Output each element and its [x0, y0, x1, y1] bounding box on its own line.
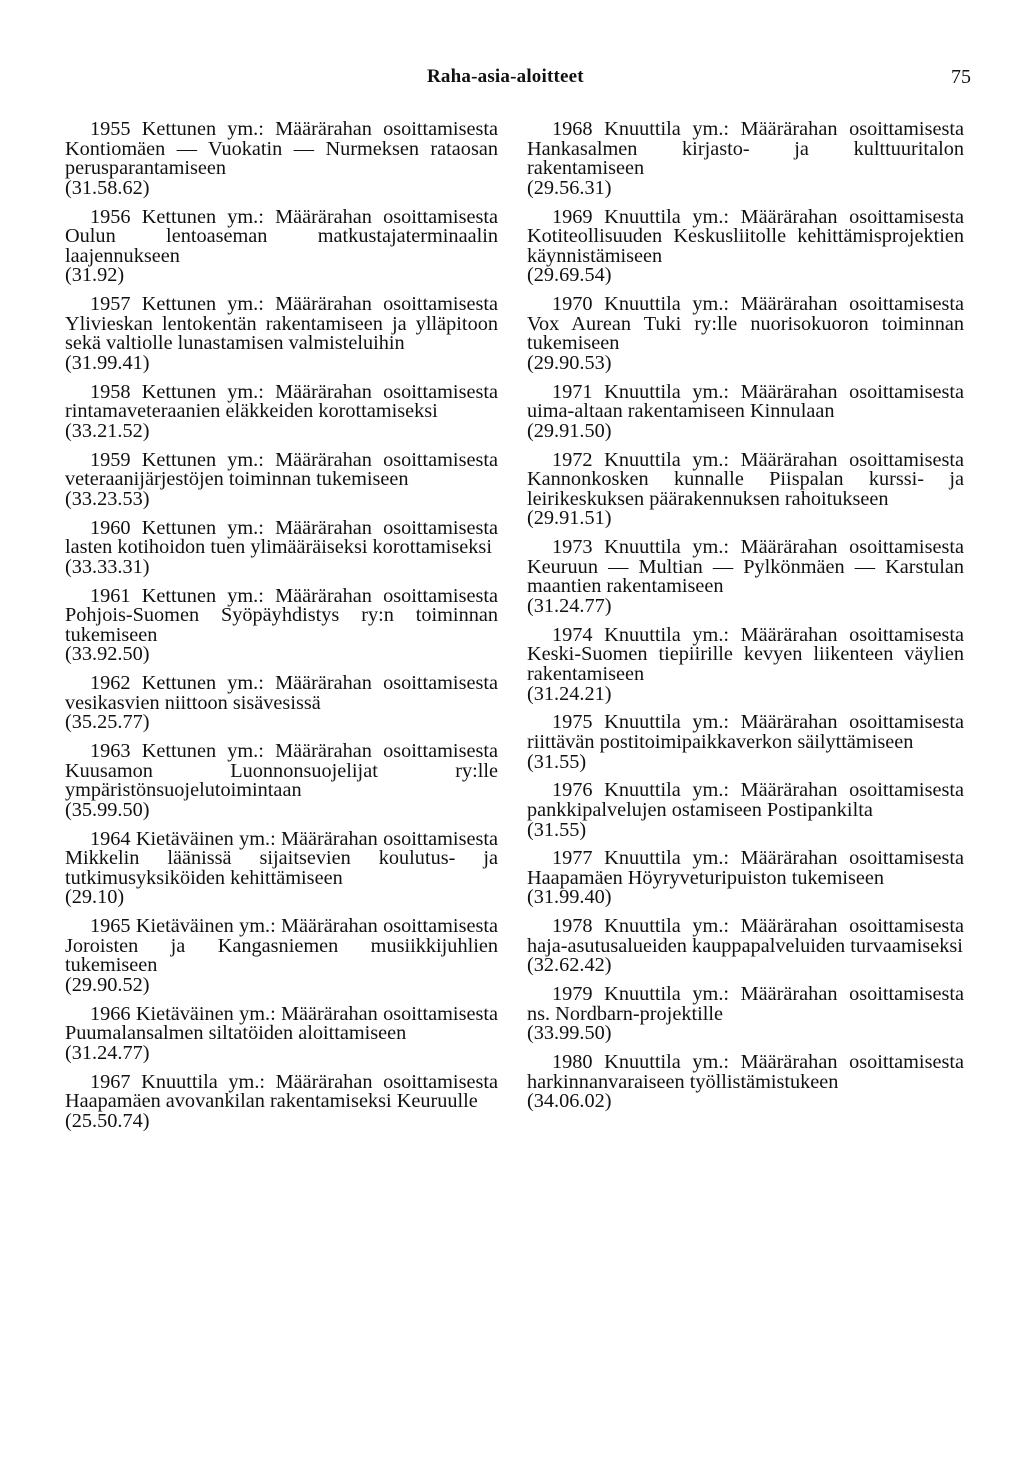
initiative-entry: [527, 781, 964, 840]
initiative-text: 1966 Kietäväinen ym.: Määrärahan osoittamisesta Puumalansalmen siltatöiden aloittamiseen: [65, 1002, 498, 1045]
budget-reference: (31.24.21): [527, 682, 612, 705]
initiative-text: 1961 Kettunen ym.: Määrärahan osoittamisesta Pohjois-Suomen Syöpäyhdistys ry:n toiminnan tukemiseen: [65, 584, 498, 646]
budget-reference: (31.55): [527, 750, 587, 773]
initiative-entry: [527, 985, 964, 1044]
initiative-entry: [527, 120, 964, 198]
budget-reference: (31.24.77): [65, 1042, 150, 1064]
initiative-entry: [527, 917, 964, 976]
initiative-entry: [527, 713, 964, 772]
initiative-text: 1959 Kettunen ym.: Määrärahan osoittamisesta veteraanijärjestöjen toiminnan tukemiseen: [65, 448, 498, 491]
budget-reference: (31.92): [65, 264, 125, 287]
initiative-text: 1967 Knuuttila ym.: Määrärahan osoittamisesta Haapamäen avovankilan rakentamiseksi Keuruulle: [65, 1070, 498, 1113]
initiative-entry: [65, 516, 498, 578]
initiative-entry: [65, 1070, 498, 1132]
initiative-text: 1970 Knuuttila ym.: Määrärahan osoittamisesta Vox Aurean Tuki ry:lle nuorisokuoron toiminnan tukemiseen: [527, 293, 964, 355]
initiative-text: 1974 Knuuttila ym.: Määrärahan osoittamisesta Keski-Suomen tiepiirille kevyen liikenteen väylien rakentamiseen: [527, 623, 964, 685]
budget-reference: (31.99.40): [527, 886, 612, 909]
budget-reference: (31.58.62): [65, 176, 150, 199]
initiative-entry: [65, 917, 498, 995]
initiative-text: 1960 Kettunen ym.: Määrärahan osoittamisesta lasten kotihoidon tuen ylimääräiseksi korottamiseksi: [65, 516, 498, 559]
initiative-text: 1964 Kietäväinen ym.: Määrärahan osoittamisesta Mikkelin läänissä sijaitsevien koulutus- ja tutkimusyksiköiden kehittämiseen: [65, 827, 498, 889]
initiative-text: 1975 Knuuttila ym.: Määrärahan osoittamisesta riittävän postitoimipaikkaverkon säilyttämiseen: [527, 711, 964, 753]
initiative-entry: [527, 1053, 964, 1112]
initiative-entry: [527, 448, 964, 530]
initiative-entry: [65, 674, 498, 733]
initiative-entry: [65, 584, 498, 666]
initiative-entry: [65, 827, 498, 909]
budget-reference: (31.24.77): [527, 595, 612, 617]
budget-reference: (33.99.50): [527, 1022, 612, 1045]
budget-reference: (29.56.31): [527, 176, 612, 199]
initiative-text: 1972 Knuuttila ym.: Määrärahan osoittamisesta Kannonkosken kunnalle Piispalan kurssi- ja leirikeskuksen päärakennuksen rahoitukseen: [527, 448, 964, 510]
page-number: 75: [951, 66, 971, 88]
initiative-text: 1979 Knuuttila ym.: Määrärahan osoittamisesta ns. Nordbarn-projektille: [527, 983, 964, 1025]
initiative-entry: [65, 380, 498, 442]
initiative-text: 1978 Knuuttila ym.: Määrärahan osoittamisesta haja-asutusalueiden kauppapalveluiden turvaamiseksi: [527, 915, 964, 957]
initiative-text: 1958 Kettunen ym.: Määrärahan osoittamisesta rintamaveteraanien eläkkeiden korottamiseksi: [65, 380, 498, 423]
running-title: Raha-asia-aloitteet: [427, 66, 584, 87]
initiative-text: 1976 Knuuttila ym.: Määrärahan osoittamisesta pankkipalvelujen ostamiseen Postipankilta: [527, 779, 964, 821]
initiative-entry: [65, 205, 498, 287]
initiative-entry: [65, 448, 498, 510]
initiative-entry: [527, 295, 964, 373]
initiative-text: 1962 Kettunen ym.: Määrärahan osoittamisesta vesikasvien niittoon sisävesissä: [65, 672, 498, 714]
left-column: [65, 120, 498, 1141]
initiative-entry: [65, 742, 498, 820]
initiative-entry: [65, 295, 498, 373]
initiative-entry: [527, 380, 964, 442]
initiative-text: 1977 Knuuttila ym.: Määrärahan osoittamisesta Haapamäen Höyryveturipuiston tukemiseen: [527, 847, 964, 889]
initiative-text: 1973 Knuuttila ym.: Määrärahan osoittamisesta Keuruun — Multian — Pylkönmäen — Karstulan maantien rakentamiseen: [527, 536, 964, 598]
budget-reference: (29.10): [65, 886, 125, 909]
budget-reference: (35.25.77): [65, 711, 150, 734]
budget-reference: (33.92.50): [65, 643, 150, 666]
budget-reference: (29.69.54): [527, 264, 612, 287]
initiative-entry: [527, 538, 964, 616]
initiative-entry: [527, 623, 964, 705]
budget-reference: (33.21.52): [65, 419, 150, 442]
budget-reference: (33.23.53): [65, 487, 150, 510]
initiative-text: 1969 Knuuttila ym.: Määrärahan osoittamisesta Kotiteollisuuden Keskusliitolle kehittämisprojektien käynnistämiseen: [527, 205, 964, 267]
budget-reference: (32.62.42): [527, 954, 612, 977]
initiative-entry: [527, 205, 964, 287]
budget-reference: (29.91.51): [527, 507, 612, 530]
initiative-text: 1956 Kettunen ym.: Määrärahan osoittamisesta Oulun lentoaseman matkustajaterminaalin laajennukseen: [65, 205, 498, 267]
initiative-text: 1965 Kietäväinen ym.: Määrärahan osoittamisesta Joroisten ja Kangasniemen musiikkijuhlien tukemiseen: [65, 915, 498, 977]
budget-reference: (29.90.53): [527, 351, 612, 374]
initiative-entry: [65, 120, 498, 198]
budget-reference: (35.99.50): [65, 798, 150, 821]
initiative-text: 1963 Kettunen ym.: Määrärahan osoittamisesta Kuusamon Luonnonsuojelijat ry:lle ympäristönsuojelutoimintaan: [65, 740, 498, 802]
budget-reference: (25.50.74): [65, 1109, 150, 1132]
budget-reference: (31.55): [527, 818, 587, 841]
initiative-text: 1968 Knuuttila ym.: Määrärahan osoittamisesta Hankasalmen kirjasto- ja kulttuuritalon rakentamiseen: [527, 118, 964, 180]
initiative-text: 1955 Kettunen ym.: Määrärahan osoittamisesta Kontiomäen — Vuokatin — Nurmeksen rataosan perusparantamiseen: [65, 118, 498, 180]
initiative-entry: [65, 1002, 498, 1064]
budget-reference: (31.99.41): [65, 351, 150, 374]
initiative-text: 1971 Knuuttila ym.: Määrärahan osoittamisesta uima-altaan rakentamiseen Kinnulaan: [527, 380, 964, 423]
page-header: [0, 66, 1024, 90]
initiative-text: 1957 Kettunen ym.: Määrärahan osoittamisesta Ylivieskan lentokentän rakentamiseen ja ylläpitoon sekä valtiolle lunastamisen valmisteluihin: [65, 293, 498, 355]
initiative-text: 1980 Knuuttila ym.: Määrärahan osoittamisesta harkinnanvaraiseen työllistämistukeen: [527, 1051, 964, 1093]
budget-reference: (34.06.02): [527, 1090, 612, 1113]
budget-reference: (29.90.52): [65, 974, 150, 997]
initiative-entry: [527, 849, 964, 908]
budget-reference: (33.33.31): [65, 555, 150, 578]
right-column: [527, 120, 964, 1121]
budget-reference: (29.91.50): [527, 419, 612, 442]
